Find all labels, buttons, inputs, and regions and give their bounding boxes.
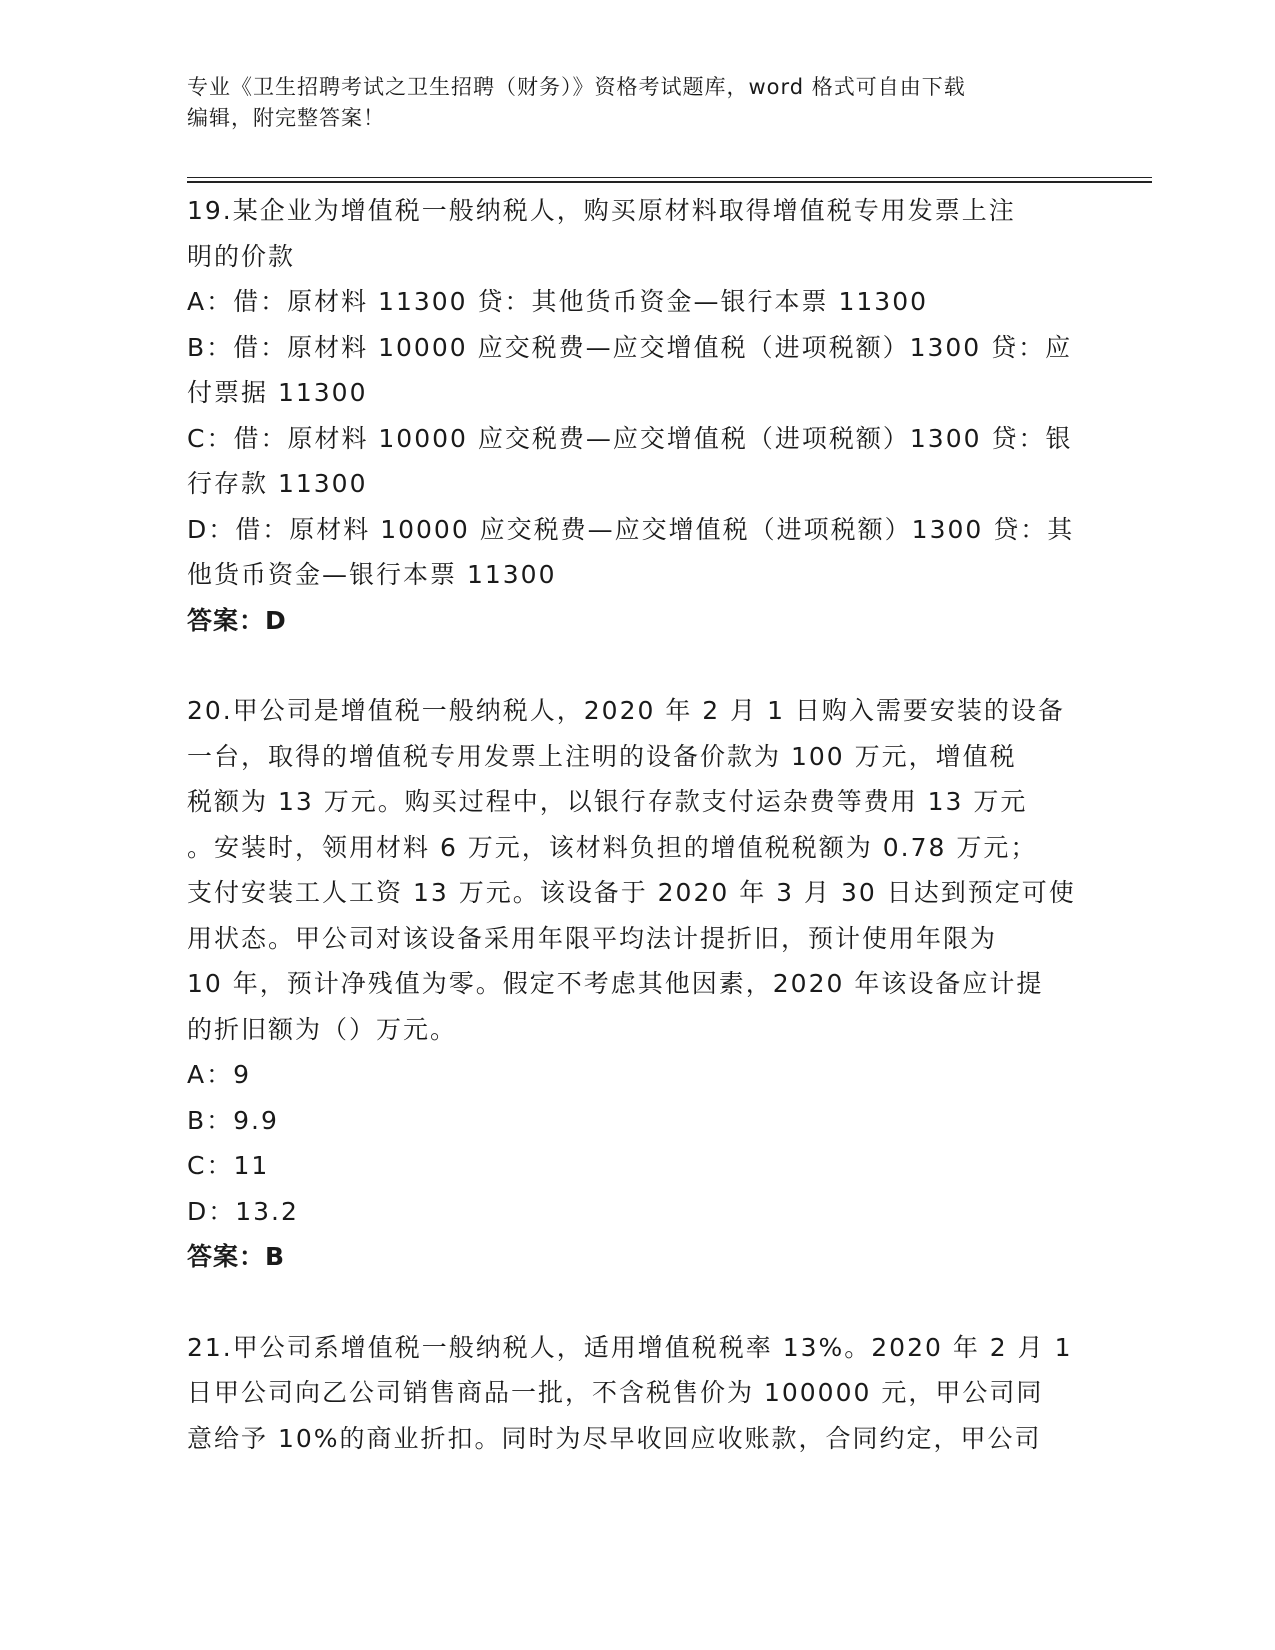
option-a: A：借：原材料 11300 贷：其他货币资金—银行本票 11300 bbox=[187, 287, 929, 316]
question-stem-line: 20.甲公司是增值税一般纳税人，2020 年 2 月 1 日购入需要安装的设备 bbox=[187, 696, 1065, 725]
question-spacer bbox=[187, 643, 1077, 688]
question-stem-line: 21.甲公司系增值税一般纳税人，适用增值税税率 13%。2020 年 2 月 1 bbox=[187, 1332, 1073, 1362]
header-line-2: 编辑，附完整答案！ bbox=[187, 106, 385, 130]
question-stem-line: 支付安装工人工资 13 万元。该设备于 2020 年 3 月 30 日达到预定可使 bbox=[187, 878, 1076, 907]
question-stem-line: 10 年，预计净残值为零。假定不考虑其他因素，2020 年该设备应计提 bbox=[187, 969, 1044, 998]
option-a: A：9 bbox=[187, 1060, 252, 1089]
question-20 bbox=[187, 688, 1077, 1280]
answer-label: 答案：D bbox=[187, 605, 287, 635]
question-stem-line: 的折旧额为（）万元。 bbox=[187, 1014, 458, 1044]
document-header bbox=[187, 72, 1067, 134]
question-21 bbox=[187, 1325, 1077, 1462]
question-stem-line: 。安装时，领用材料 6 万元，该材料负担的增值税税额为 0.78 万元； bbox=[187, 832, 1038, 862]
option-b: B：9.9 bbox=[187, 1105, 279, 1135]
question-stem-line: 日甲公司向乙公司销售商品一批，不含税售价为 100000 元，甲公司同 bbox=[187, 1378, 1044, 1407]
question-spacer bbox=[187, 1280, 1077, 1325]
question-stem-line: 19.某企业为增值税一般纳税人，购买原材料取得增值税专用发票上注 bbox=[187, 196, 1016, 225]
header-divider bbox=[187, 177, 1152, 185]
divider-thick-line bbox=[187, 181, 1152, 183]
question-stem-line: 明的价款 bbox=[187, 241, 296, 271]
option-d: D：13.2 bbox=[187, 1196, 299, 1226]
question-stem-line: 一台，取得的增值税专用发票上注明的设备价款为 100 万元，增值税 bbox=[187, 741, 1017, 771]
question-list bbox=[187, 188, 1077, 1461]
option-c: C：借：原材料 10000 应交税费—应交增值税（进项税额）1300 贷：银 bbox=[187, 423, 1073, 453]
question-stem-line: 用状态。甲公司对该设备采用年限平均法计提折旧，预计使用年限为 bbox=[187, 923, 998, 953]
option-c: C：11 bbox=[187, 1151, 270, 1180]
answer-label: 答案：B bbox=[187, 1242, 286, 1271]
divider-thin-line bbox=[187, 177, 1152, 178]
question-19 bbox=[187, 188, 1077, 643]
option-b: B：借：原材料 10000 应交税费—应交增值税（进项税额）1300 贷：应 bbox=[187, 332, 1073, 362]
header-line-1: 专业《卫生招聘考试之卫生招聘（财务）》资格考试题库，word 格式可自由下载 bbox=[187, 75, 966, 99]
option-b-continued: 付票据 11300 bbox=[187, 378, 368, 407]
option-d-continued: 他货币资金—银行本票 11300 bbox=[187, 560, 557, 589]
option-c-continued: 行存款 11300 bbox=[187, 469, 368, 498]
option-d: D：借：原材料 10000 应交税费—应交增值税（进项税额）1300 贷：其 bbox=[187, 514, 1075, 544]
question-stem-line: 意给予 10%的商业折扣。同时为尽早收回应收账款，合同约定，甲公司 bbox=[187, 1423, 1042, 1453]
question-stem-line: 税额为 13 万元。购买过程中，以银行存款支付运杂费等费用 13 万元 bbox=[187, 787, 1028, 816]
